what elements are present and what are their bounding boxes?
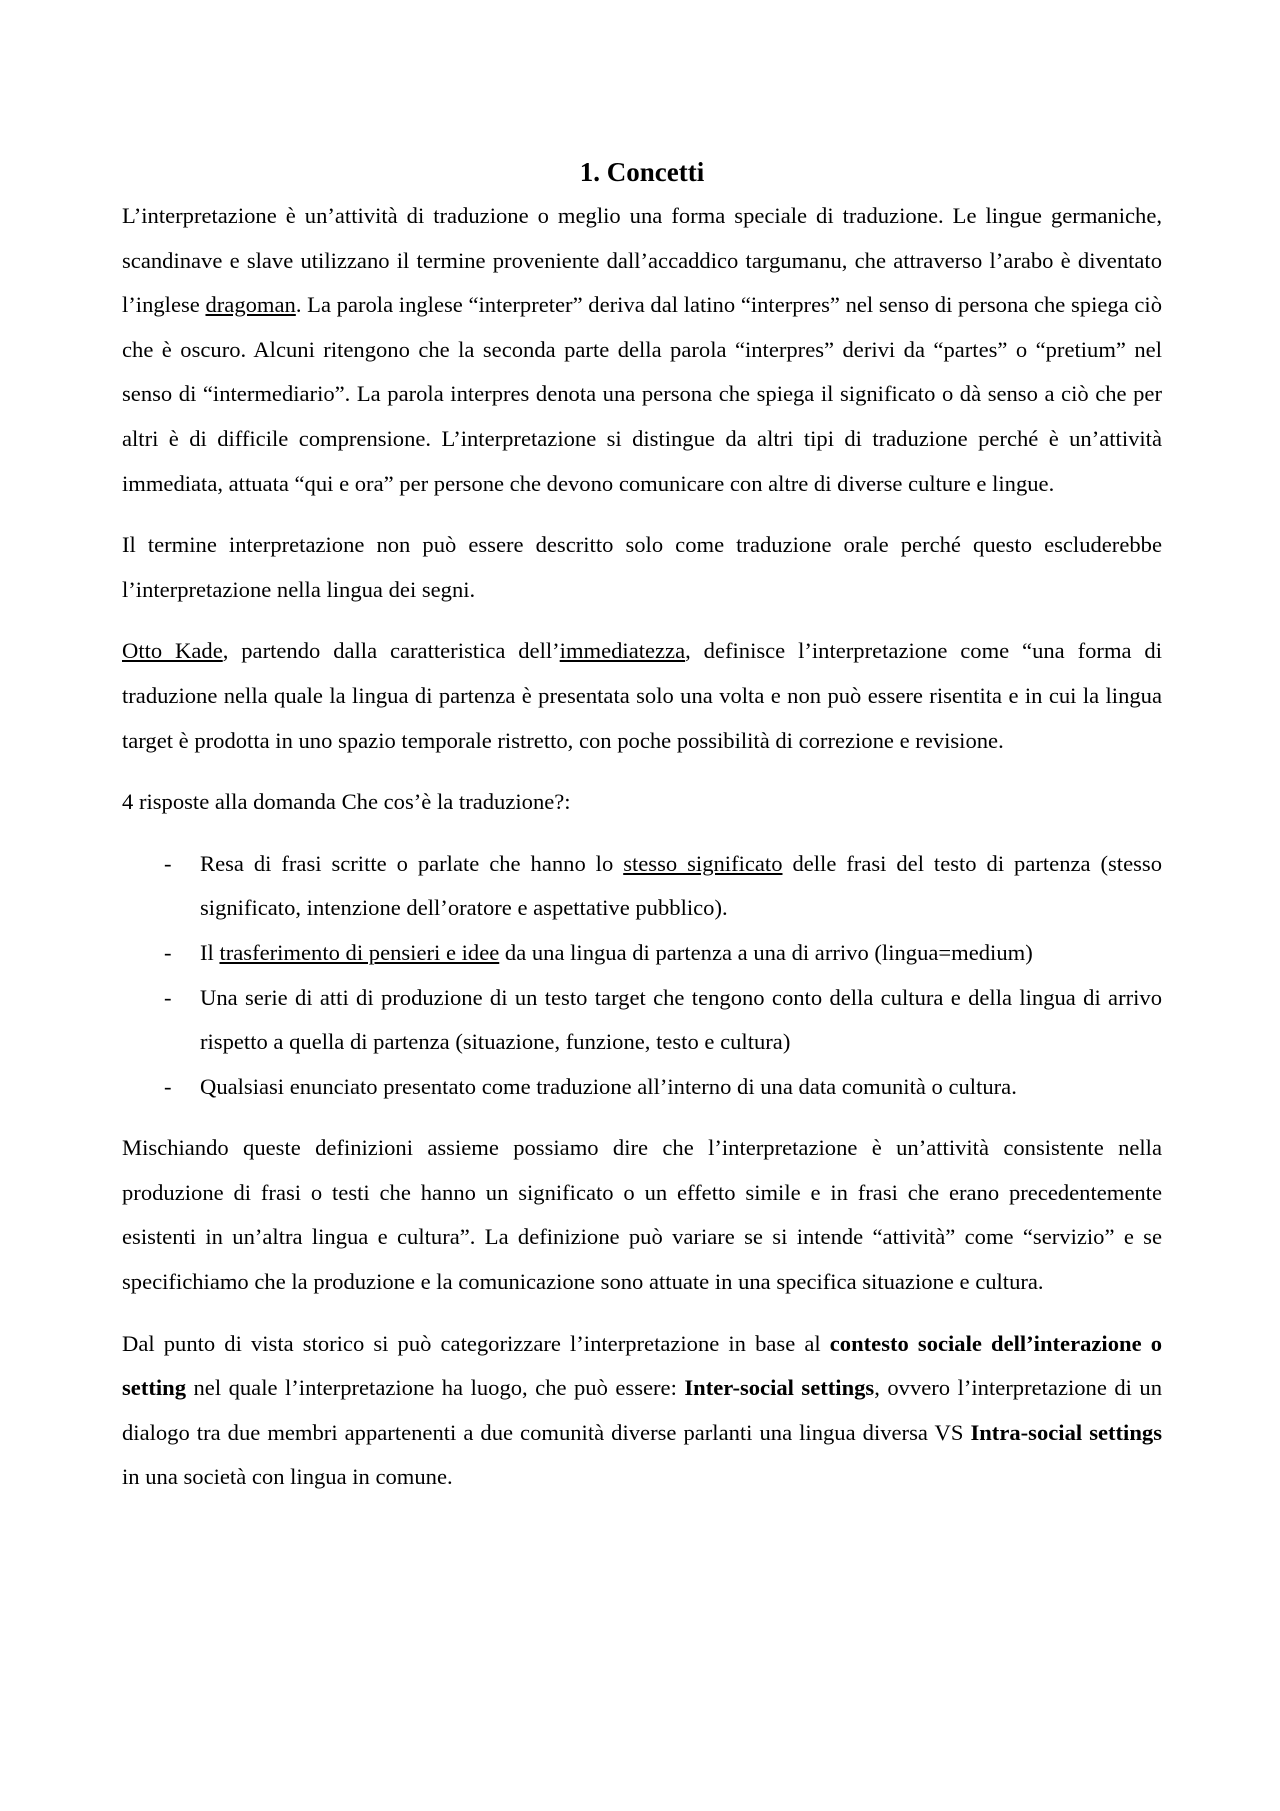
- paragraph-sign-language: Il termine interpretazione non può essere descritto solo come traduzione orale perché questo escluderebbe l’interpretazione nella lingua dei segni.: [122, 532, 1162, 602]
- paragraph-text: , definisce l’interpretazione come “una forma di traduzione nella quale la lingua di partenza è presentata solo una volta e non può essere risentita e in cui la lingua target è prodotta in uno spazio temporale ristretto, con poche possibilità di correzione e revisione.: [122, 638, 1162, 753]
- paragraph-text: , ovvero l’interpretazione di un dialogo tra due membri appartenenti a due comunità diverse parlanti una lingua diversa VS: [122, 1375, 1163, 1445]
- bold-term-contesto-sociale: contesto sociale dell’interazione o setting: [122, 1330, 1162, 1401]
- bold-term-intra-social: Intra-social settings: [970, 1419, 1162, 1445]
- underlined-term-otto-kade: Otto Kade: [122, 638, 223, 664]
- document-page: [122, 150, 1162, 1500]
- dash-bullet: -: [164, 984, 172, 1010]
- paragraph-otto-kade: [122, 629, 1162, 763]
- list-item: [122, 1065, 1162, 1110]
- list-item: [122, 931, 1162, 976]
- paragraph-text: L’interpretazione è un’attività di traduzione o meglio una forma speciale di traduzione. Le lingue germaniche, scandinave e slave utilizzano il termine proveniente dall’accaddico targumanu, che attraverso l’arabo è diventato l’inglese: [122, 203, 1162, 318]
- paragraph-text: Dal punto di vista storico si può categorizzare l’interpretazione in base al: [122, 1330, 830, 1356]
- paragraph-list-intro: 4 risposte alla domanda Che cos’è la traduzione?:: [122, 789, 571, 815]
- paragraph-settings: [122, 1322, 1162, 1500]
- paragraph-text: nel quale l’interpretazione ha luogo, che può essere:: [186, 1375, 685, 1401]
- underlined-term-stesso-significato: stesso significato: [623, 850, 783, 876]
- underlined-term-trasferimento: trasferimento di pensieri e idee: [219, 939, 500, 965]
- list-item-text: Resa di frasi scritte o parlate che hanno lo: [200, 850, 624, 876]
- underlined-term-immediatezza: immediatezza: [559, 638, 686, 664]
- paragraph-definition: [122, 194, 1162, 506]
- dash-bullet: -: [164, 939, 172, 965]
- underlined-term-dragoman: dragoman: [205, 292, 296, 318]
- dash-bullet: -: [164, 1073, 172, 1099]
- list-item: [122, 842, 1162, 931]
- paragraph-text: , partendo dalla caratteristica dell’: [222, 638, 560, 664]
- paragraph-combined-definition: Mischiando queste definizioni assieme possiamo dire che l’interpretazione è un’attività consistente nella produzione di frasi o testi che hanno un significato o un effetto simile e in frasi che erano precedentemente esistenti in un’altra lingua e cultura”. La definizione può variare se si intende “attività” come “servizio” e se specifichiamo che la produzione e la comunicazione sono attuate in una specifica situazione e cultura.: [122, 1135, 1162, 1295]
- list-item-text: Qualsiasi enunciato presentato come traduzione all’interno di una data comunità o cultura.: [200, 1073, 1017, 1099]
- section-title: 1. Concetti: [579, 157, 705, 187]
- list-item: [122, 976, 1162, 1065]
- list-item-text: Una serie di atti di produzione di un testo target che tengono conto della cultura e della lingua di arrivo rispetto a quella di partenza (situazione, funzione, testo e cultura): [200, 984, 1162, 1055]
- paragraph-text: in una società con lingua in comune.: [122, 1464, 453, 1490]
- dash-bullet: -: [164, 850, 172, 876]
- list-item-text: da una lingua di partenza a una di arrivo (lingua=medium): [499, 939, 1033, 965]
- list-item-text: Il: [200, 939, 220, 965]
- bold-term-inter-social: Inter-social settings: [684, 1375, 875, 1401]
- list-item-text: delle frasi del testo di partenza (stesso significato, intenzione dell’oratore e aspettative pubblico).: [200, 850, 1162, 921]
- definitions-list: [122, 842, 1162, 1110]
- paragraph-text: . La parola inglese “interpreter” deriva dal latino “interpres” nel senso di persona che spiega ciò che è oscuro. Alcuni ritengono che la seconda parte della parola “interpres” derivi da “partes” o “pretium” nel senso di “intermediario”. La parola interpres denota una persona che spiega il significato o dà senso a ciò che per altri è di difficile comprensione. L’interpretazione si distingue da altri tipi di traduzione perché è un’attività immediata, attuata “qui e ora” per persone che devono comunicare con altre di diverse culture e lingue.: [122, 292, 1162, 496]
